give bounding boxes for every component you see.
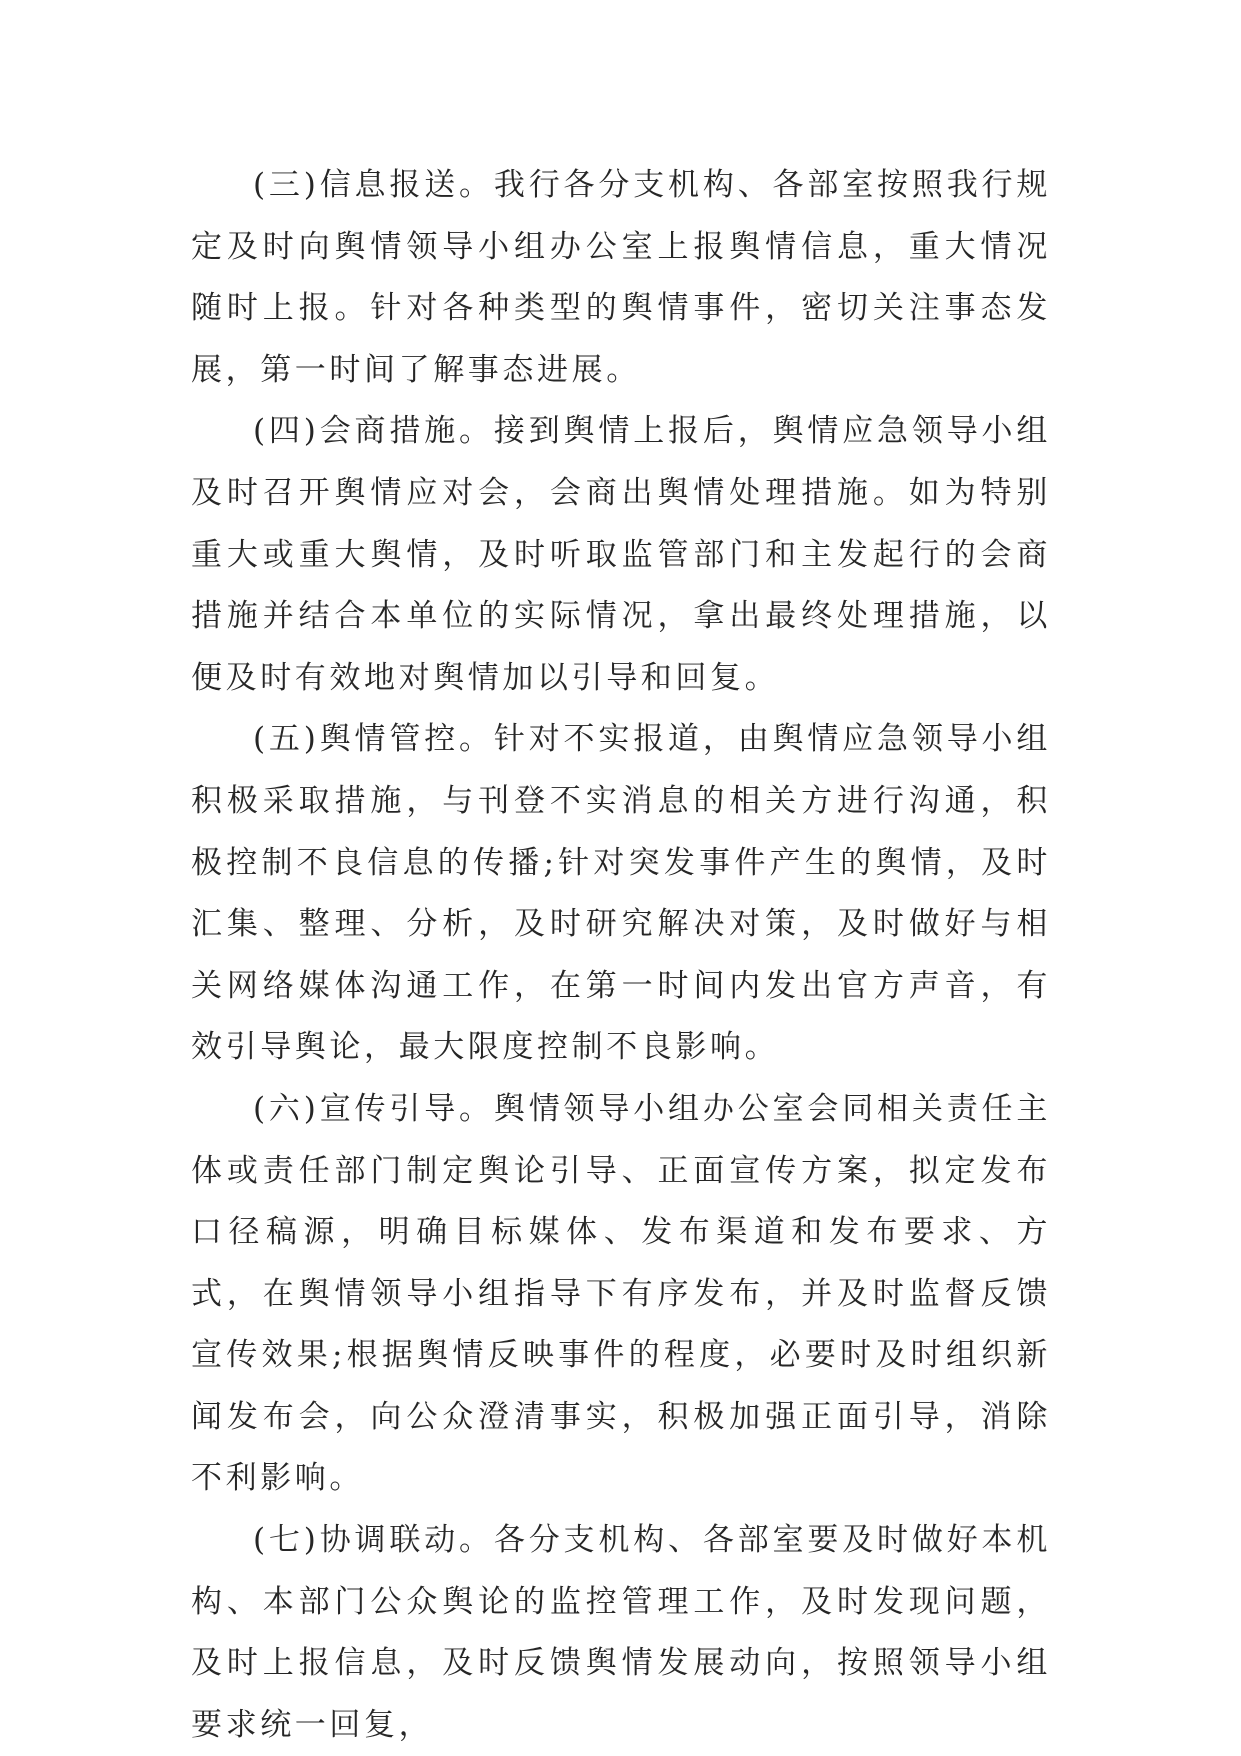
paragraph-publicity-guidance: (六)宣传引导。舆情领导小组办公室会同相关责任主体或责任部门制定舆论引导、正面宣传方案，拟定发布口径稿源，明确目标媒体、发布渠道和发布要求、方式，在舆情领导小组指导下有序发布，并及时监督反馈宣传效果;根据舆情反映事件的程度，必要时及时组织新闻发布会，向公众澄清事实，积极加强正面引导，消除不利影响。 [191,1090,1051,1497]
paragraph-coordination-linkage: (七)协调联动。各分支机构、各部室要及时做好本机构、本部门公众舆论的监控管理工作，及时发现问题，及时上报信息，及时反馈舆情发展动向，按照领导小组要求统一回复， [191,1522,1051,1743]
paragraph-info-reporting: (三)信息报送。我行各分支机构、各部室按照我行规定及时向舆情领导小组办公室上报舆情信息，重大情况随时上报。针对各种类型的舆情事件，密切关注事态发展，第一时间了解事态进展。 [191,167,1051,388]
paragraph-consultation-measures: (四)会商措施。接到舆情上报后，舆情应急领导小组及时召开舆情应对会，会商出舆情处理措施。如为特别重大或重大舆情，及时听取监管部门和主发起行的会商措施并结合本单位的实际情况，拿出最终处理措施，以便及时有效地对舆情加以引导和回复。 [191,413,1051,696]
paragraph-opinion-control: (五)舆情管控。针对不实报道，由舆情应急领导小组积极采取措施，与刊登不实消息的相关方进行沟通，积极控制不良信息的传播;针对突发事件产生的舆情，及时汇集、整理、分析，及时研究解决对策，及时做好与相关网络媒体沟通工作，在第一时间内发出官方声音，有效引导舆论，最大限度控制不良影响。 [191,721,1051,1066]
document-body [191,155,1051,1756]
